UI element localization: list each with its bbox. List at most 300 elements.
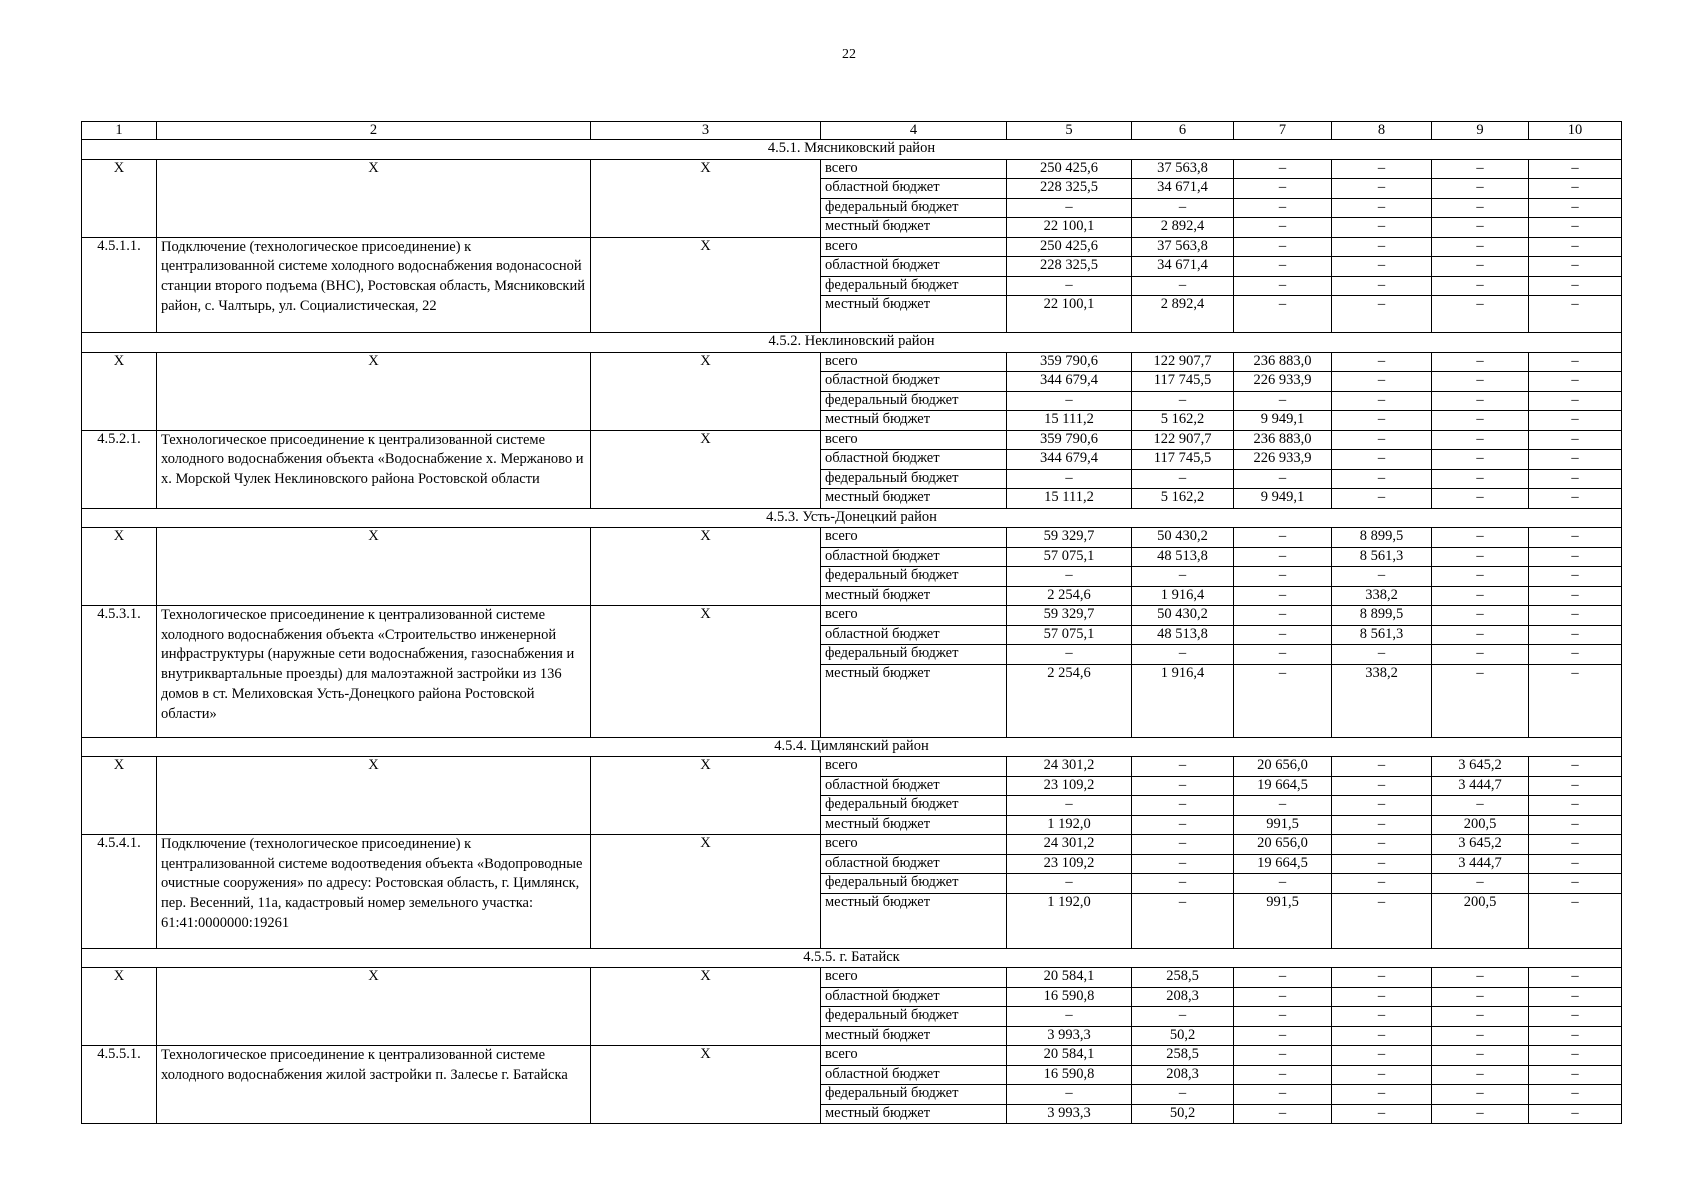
page-number: 22 <box>842 47 856 62</box>
value-cell: – <box>1432 450 1529 470</box>
row-description: Технологическое присоединение к централизованной системе холодного водоснабжения объекта «Строительство инженерной инфраструктуры (наружные сети водоснабжения, газоснабжения и внутриквартальные проезды) для малоэтажной застройки из 136 домов в ст. Мелиховская Усть-Донецкого района Ростовской области» <box>157 606 591 738</box>
value-cell: – <box>1007 198 1132 218</box>
budget-label: всего <box>821 757 1007 777</box>
value-cell: – <box>1432 391 1529 411</box>
budget-label: областной бюджет <box>821 372 1007 392</box>
value-cell: – <box>1234 1085 1332 1105</box>
value-cell: – <box>1529 645 1622 665</box>
row-description: Технологическое присоединение к централизованной системе холодного водоснабжения объекта «Водоснабжение х. Мержаново и х. Морской Чулек Неклиновского района Ростовской области <box>157 430 591 508</box>
value-cell: – <box>1234 586 1332 606</box>
value-cell: – <box>1432 179 1529 199</box>
value-cell: 2 254,6 <box>1007 586 1132 606</box>
column-number: 7 <box>1234 122 1332 140</box>
value-cell: – <box>1432 645 1529 665</box>
value-cell: – <box>1332 411 1432 431</box>
value-cell: – <box>1529 296 1622 333</box>
value-cell: 236 883,0 <box>1234 430 1332 450</box>
row-code: 4.5.2.1. <box>82 430 157 508</box>
column-number: 3 <box>591 122 821 140</box>
value-cell: 344 679,4 <box>1007 372 1132 392</box>
table-row <box>82 430 1622 450</box>
value-cell: – <box>1432 606 1529 626</box>
value-cell: – <box>1332 469 1432 489</box>
value-cell: – <box>1132 567 1234 587</box>
value-cell: 34 671,4 <box>1132 179 1234 199</box>
row-code: Х <box>82 159 157 237</box>
value-cell: – <box>1432 1046 1529 1066</box>
column-number: 9 <box>1432 122 1529 140</box>
value-cell: – <box>1529 1046 1622 1066</box>
value-cell: – <box>1432 664 1529 737</box>
value-cell: – <box>1529 606 1622 626</box>
value-cell: – <box>1332 296 1432 333</box>
column-number: 5 <box>1007 122 1132 140</box>
value-cell: – <box>1132 276 1234 296</box>
section-title: 4.5.2. Неклиновский район <box>82 333 1622 353</box>
value-cell: – <box>1332 237 1432 257</box>
value-cell: 20 656,0 <box>1234 835 1332 855</box>
value-cell: 24 301,2 <box>1007 835 1132 855</box>
budget-label: местный бюджет <box>821 893 1007 948</box>
value-cell: – <box>1132 645 1234 665</box>
value-cell: – <box>1529 567 1622 587</box>
value-cell: 344 679,4 <box>1007 450 1132 470</box>
value-cell: – <box>1234 567 1332 587</box>
value-cell: – <box>1332 1085 1432 1105</box>
section-title-row <box>82 333 1622 353</box>
value-cell: 200,5 <box>1432 893 1529 948</box>
value-cell: 20 584,1 <box>1007 1046 1132 1066</box>
value-cell: – <box>1432 547 1529 567</box>
value-cell: 991,5 <box>1234 815 1332 835</box>
value-cell: – <box>1332 987 1432 1007</box>
value-cell: 8 899,5 <box>1332 606 1432 626</box>
value-cell: 1 192,0 <box>1007 893 1132 948</box>
value-cell: – <box>1234 968 1332 988</box>
value-cell: – <box>1332 489 1432 509</box>
budget-label: федеральный бюджет <box>821 796 1007 816</box>
budget-label: областной бюджет <box>821 854 1007 874</box>
value-cell: – <box>1332 835 1432 855</box>
value-cell: – <box>1529 1104 1622 1124</box>
value-cell: – <box>1007 276 1132 296</box>
row-col3: Х <box>591 352 821 430</box>
row-description: Х <box>157 757 591 835</box>
value-cell: – <box>1432 796 1529 816</box>
row-col3: Х <box>591 237 821 333</box>
value-cell: – <box>1432 159 1529 179</box>
column-number: 10 <box>1529 122 1622 140</box>
value-cell: – <box>1234 1046 1332 1066</box>
value-cell: – <box>1234 528 1332 548</box>
value-cell: 9 949,1 <box>1234 411 1332 431</box>
value-cell: – <box>1432 968 1529 988</box>
value-cell: – <box>1529 450 1622 470</box>
value-cell: – <box>1529 372 1622 392</box>
row-description: Подключение (технологическое присоединение) к централизованной системе водоотведения объекта «Водопроводные очистные сооружения» по адресу: Ростовская область, г. Цимлянск, пер. Весенний, 11а, кадастровый номер земельного участка: 61:41:0000000:19261 <box>157 835 591 949</box>
value-cell: – <box>1234 469 1332 489</box>
value-cell: – <box>1332 1065 1432 1085</box>
value-cell: – <box>1432 567 1529 587</box>
budget-label: федеральный бюджет <box>821 1085 1007 1105</box>
value-cell: 236 883,0 <box>1234 352 1332 372</box>
table-row <box>82 237 1622 257</box>
budget-label: всего <box>821 352 1007 372</box>
value-cell: – <box>1529 352 1622 372</box>
value-cell: – <box>1234 1065 1332 1085</box>
budget-label: областной бюджет <box>821 987 1007 1007</box>
value-cell: – <box>1529 547 1622 567</box>
budget-label: областной бюджет <box>821 179 1007 199</box>
value-cell: – <box>1432 528 1529 548</box>
row-code: 4.5.3.1. <box>82 606 157 738</box>
value-cell: – <box>1234 391 1332 411</box>
value-cell: 359 790,6 <box>1007 430 1132 450</box>
row-code: 4.5.4.1. <box>82 835 157 949</box>
row-col3: Х <box>591 835 821 949</box>
value-cell: – <box>1332 391 1432 411</box>
value-cell: – <box>1132 854 1234 874</box>
value-cell: – <box>1432 198 1529 218</box>
section-title: 4.5.1. Мясниковский район <box>82 140 1622 160</box>
value-cell: 37 563,8 <box>1132 237 1234 257</box>
value-cell: – <box>1529 625 1622 645</box>
column-number-row <box>82 122 1622 140</box>
value-cell: – <box>1529 469 1622 489</box>
value-cell: – <box>1432 257 1529 277</box>
value-cell: 117 745,5 <box>1132 372 1234 392</box>
value-cell: 16 590,8 <box>1007 987 1132 1007</box>
row-code: Х <box>82 968 157 1046</box>
value-cell: – <box>1234 159 1332 179</box>
value-cell: 15 111,2 <box>1007 411 1132 431</box>
row-col3: Х <box>591 606 821 738</box>
value-cell: 8 561,3 <box>1332 625 1432 645</box>
value-cell: – <box>1432 987 1529 1007</box>
table-row <box>82 528 1622 548</box>
section-title-row <box>82 140 1622 160</box>
value-cell: – <box>1332 815 1432 835</box>
row-code: Х <box>82 352 157 430</box>
value-cell: – <box>1332 1046 1432 1066</box>
value-cell: 250 425,6 <box>1007 237 1132 257</box>
value-cell: 2 892,4 <box>1132 218 1234 238</box>
budget-label: всего <box>821 968 1007 988</box>
value-cell: – <box>1332 968 1432 988</box>
section-title: 4.5.5. г. Батайск <box>82 948 1622 968</box>
row-code: Х <box>82 757 157 835</box>
row-col3: Х <box>591 1046 821 1124</box>
value-cell: 1 916,4 <box>1132 586 1234 606</box>
value-cell: – <box>1432 411 1529 431</box>
value-cell: – <box>1132 757 1234 777</box>
value-cell: – <box>1529 874 1622 894</box>
value-cell: – <box>1332 1026 1432 1046</box>
value-cell: – <box>1529 1065 1622 1085</box>
value-cell: 359 790,6 <box>1007 352 1132 372</box>
value-cell: – <box>1529 1007 1622 1027</box>
value-cell: – <box>1234 645 1332 665</box>
value-cell: – <box>1234 276 1332 296</box>
value-cell: – <box>1332 430 1432 450</box>
value-cell: – <box>1529 159 1622 179</box>
value-cell: – <box>1432 586 1529 606</box>
value-cell: – <box>1529 430 1622 450</box>
value-cell: 50,2 <box>1132 1104 1234 1124</box>
value-cell: 338,2 <box>1332 664 1432 737</box>
value-cell: – <box>1529 586 1622 606</box>
budget-label: областной бюджет <box>821 257 1007 277</box>
section-title-row <box>82 737 1622 757</box>
section-title-row <box>82 948 1622 968</box>
value-cell: – <box>1132 469 1234 489</box>
value-cell: – <box>1132 1007 1234 1027</box>
budget-label: всего <box>821 1046 1007 1066</box>
row-description: Х <box>157 528 591 606</box>
budget-label: местный бюджет <box>821 1026 1007 1046</box>
value-cell: – <box>1234 1104 1332 1124</box>
value-cell: – <box>1529 237 1622 257</box>
value-cell: – <box>1234 1026 1332 1046</box>
budget-label: областной бюджет <box>821 776 1007 796</box>
value-cell: – <box>1007 1007 1132 1027</box>
value-cell: 19 664,5 <box>1234 854 1332 874</box>
value-cell: – <box>1529 854 1622 874</box>
value-cell: 117 745,5 <box>1132 450 1234 470</box>
value-cell: – <box>1234 179 1332 199</box>
value-cell: 1 192,0 <box>1007 815 1132 835</box>
column-number: 2 <box>157 122 591 140</box>
value-cell: – <box>1332 179 1432 199</box>
row-description: Х <box>157 968 591 1046</box>
value-cell: – <box>1529 968 1622 988</box>
value-cell: 226 933,9 <box>1234 372 1332 392</box>
table-row <box>82 352 1622 372</box>
value-cell: – <box>1234 237 1332 257</box>
value-cell: – <box>1332 276 1432 296</box>
value-cell: – <box>1234 987 1332 1007</box>
value-cell: – <box>1529 1026 1622 1046</box>
value-cell: – <box>1132 815 1234 835</box>
value-cell: – <box>1132 835 1234 855</box>
budget-label: федеральный бюджет <box>821 198 1007 218</box>
value-cell: 200,5 <box>1432 815 1529 835</box>
value-cell: – <box>1234 625 1332 645</box>
budget-label: местный бюджет <box>821 411 1007 431</box>
value-cell: 5 162,2 <box>1132 411 1234 431</box>
budget-label: всего <box>821 528 1007 548</box>
value-cell: – <box>1007 469 1132 489</box>
budget-label: местный бюджет <box>821 1104 1007 1124</box>
value-cell: 2 892,4 <box>1132 296 1234 333</box>
budget-label: областной бюджет <box>821 450 1007 470</box>
row-code: 4.5.5.1. <box>82 1046 157 1124</box>
value-cell: – <box>1332 757 1432 777</box>
value-cell: – <box>1234 257 1332 277</box>
value-cell: – <box>1234 547 1332 567</box>
value-cell: – <box>1132 893 1234 948</box>
value-cell: – <box>1529 664 1622 737</box>
table-row <box>82 757 1622 777</box>
value-cell: – <box>1332 218 1432 238</box>
column-number: 6 <box>1132 122 1234 140</box>
value-cell: 3 645,2 <box>1432 757 1529 777</box>
value-cell: – <box>1432 469 1529 489</box>
value-cell: 3 993,3 <box>1007 1026 1132 1046</box>
budget-label: всего <box>821 606 1007 626</box>
budget-label: местный бюджет <box>821 489 1007 509</box>
value-cell: – <box>1332 1007 1432 1027</box>
value-cell: – <box>1332 198 1432 218</box>
value-cell: – <box>1432 625 1529 645</box>
value-cell: – <box>1529 987 1622 1007</box>
value-cell: – <box>1432 352 1529 372</box>
value-cell: – <box>1432 430 1529 450</box>
value-cell: 1 916,4 <box>1132 664 1234 737</box>
budget-label: федеральный бюджет <box>821 1007 1007 1027</box>
section-title: 4.5.3. Усть-Донецкий район <box>82 508 1622 528</box>
value-cell: 3 444,7 <box>1432 854 1529 874</box>
row-col3: Х <box>591 430 821 508</box>
value-cell: – <box>1529 893 1622 948</box>
value-cell: – <box>1432 1085 1529 1105</box>
value-cell: – <box>1432 218 1529 238</box>
value-cell: 3 993,3 <box>1007 1104 1132 1124</box>
budget-label: местный бюджет <box>821 218 1007 238</box>
value-cell: 24 301,2 <box>1007 757 1132 777</box>
value-cell: 20 584,1 <box>1007 968 1132 988</box>
value-cell: – <box>1529 815 1622 835</box>
value-cell: – <box>1332 893 1432 948</box>
value-cell: – <box>1529 796 1622 816</box>
value-cell: – <box>1007 796 1132 816</box>
table-row <box>82 159 1622 179</box>
column-number: 1 <box>82 122 157 140</box>
value-cell: 5 162,2 <box>1132 489 1234 509</box>
value-cell: – <box>1432 296 1529 333</box>
budget-label: областной бюджет <box>821 625 1007 645</box>
value-cell: 50 430,2 <box>1132 528 1234 548</box>
value-cell: 8 899,5 <box>1332 528 1432 548</box>
budget-label: федеральный бюджет <box>821 567 1007 587</box>
table-row <box>82 606 1622 626</box>
value-cell: – <box>1132 776 1234 796</box>
value-cell: – <box>1332 450 1432 470</box>
value-cell: – <box>1132 198 1234 218</box>
value-cell: – <box>1234 1007 1332 1027</box>
section-title-row <box>82 508 1622 528</box>
value-cell: 50,2 <box>1132 1026 1234 1046</box>
value-cell: 20 656,0 <box>1234 757 1332 777</box>
value-cell: 16 590,8 <box>1007 1065 1132 1085</box>
value-cell: – <box>1529 391 1622 411</box>
value-cell: – <box>1529 198 1622 218</box>
budget-label: всего <box>821 835 1007 855</box>
value-cell: – <box>1332 567 1432 587</box>
value-cell: 48 513,8 <box>1132 547 1234 567</box>
value-cell: – <box>1007 874 1132 894</box>
value-cell: – <box>1529 179 1622 199</box>
value-cell: – <box>1132 391 1234 411</box>
budget-label: федеральный бюджет <box>821 276 1007 296</box>
value-cell: – <box>1332 776 1432 796</box>
value-cell: – <box>1234 296 1332 333</box>
row-description: Подключение (технологическое присоединение) к централизованной системе холодного водоснабжения водонасосной станции второго подъема (ВНС), Ростовская область, Мясниковский район, с. Чалтырь, ул. Социалистическая, 22 <box>157 237 591 333</box>
value-cell: – <box>1234 796 1332 816</box>
budget-label: всего <box>821 430 1007 450</box>
value-cell: – <box>1529 218 1622 238</box>
value-cell: – <box>1432 1026 1529 1046</box>
value-cell: – <box>1529 835 1622 855</box>
value-cell: – <box>1332 874 1432 894</box>
budget-label: местный бюджет <box>821 586 1007 606</box>
row-col3: Х <box>591 159 821 237</box>
value-cell: 57 075,1 <box>1007 547 1132 567</box>
budget-label: всего <box>821 159 1007 179</box>
table-row <box>82 835 1622 855</box>
value-cell: – <box>1007 645 1132 665</box>
value-cell: – <box>1529 257 1622 277</box>
value-cell: – <box>1529 757 1622 777</box>
value-cell: – <box>1529 528 1622 548</box>
value-cell: 122 907,7 <box>1132 352 1234 372</box>
value-cell: – <box>1234 198 1332 218</box>
table-row <box>82 968 1622 988</box>
budget-label: федеральный бюджет <box>821 874 1007 894</box>
column-number: 4 <box>821 122 1007 140</box>
budget-label: федеральный бюджет <box>821 391 1007 411</box>
value-cell: – <box>1234 218 1332 238</box>
budget-table <box>81 121 1622 1124</box>
value-cell: – <box>1529 1085 1622 1105</box>
value-cell: – <box>1432 237 1529 257</box>
value-cell: 22 100,1 <box>1007 218 1132 238</box>
value-cell: 258,5 <box>1132 968 1234 988</box>
column-number: 8 <box>1332 122 1432 140</box>
budget-label: федеральный бюджет <box>821 645 1007 665</box>
value-cell: 19 664,5 <box>1234 776 1332 796</box>
value-cell: 37 563,8 <box>1132 159 1234 179</box>
row-col3: Х <box>591 968 821 1046</box>
value-cell: 226 933,9 <box>1234 450 1332 470</box>
value-cell: 48 513,8 <box>1132 625 1234 645</box>
value-cell: – <box>1432 874 1529 894</box>
value-cell: 23 109,2 <box>1007 776 1132 796</box>
value-cell: 59 329,7 <box>1007 528 1132 548</box>
row-description: Х <box>157 352 591 430</box>
value-cell: – <box>1332 257 1432 277</box>
value-cell: 57 075,1 <box>1007 625 1132 645</box>
value-cell: 22 100,1 <box>1007 296 1132 333</box>
value-cell: – <box>1007 567 1132 587</box>
value-cell: – <box>1332 159 1432 179</box>
value-cell: – <box>1332 352 1432 372</box>
value-cell: – <box>1332 854 1432 874</box>
value-cell: 9 949,1 <box>1234 489 1332 509</box>
budget-label: областной бюджет <box>821 1065 1007 1085</box>
value-cell: 2 254,6 <box>1007 664 1132 737</box>
value-cell: – <box>1529 276 1622 296</box>
value-cell: – <box>1234 874 1332 894</box>
value-cell: 23 109,2 <box>1007 854 1132 874</box>
value-cell: 50 430,2 <box>1132 606 1234 626</box>
value-cell: – <box>1432 1007 1529 1027</box>
table-body <box>82 122 1622 1124</box>
budget-label: федеральный бюджет <box>821 469 1007 489</box>
row-col3: Х <box>591 757 821 835</box>
value-cell: 991,5 <box>1234 893 1332 948</box>
row-code: Х <box>82 528 157 606</box>
